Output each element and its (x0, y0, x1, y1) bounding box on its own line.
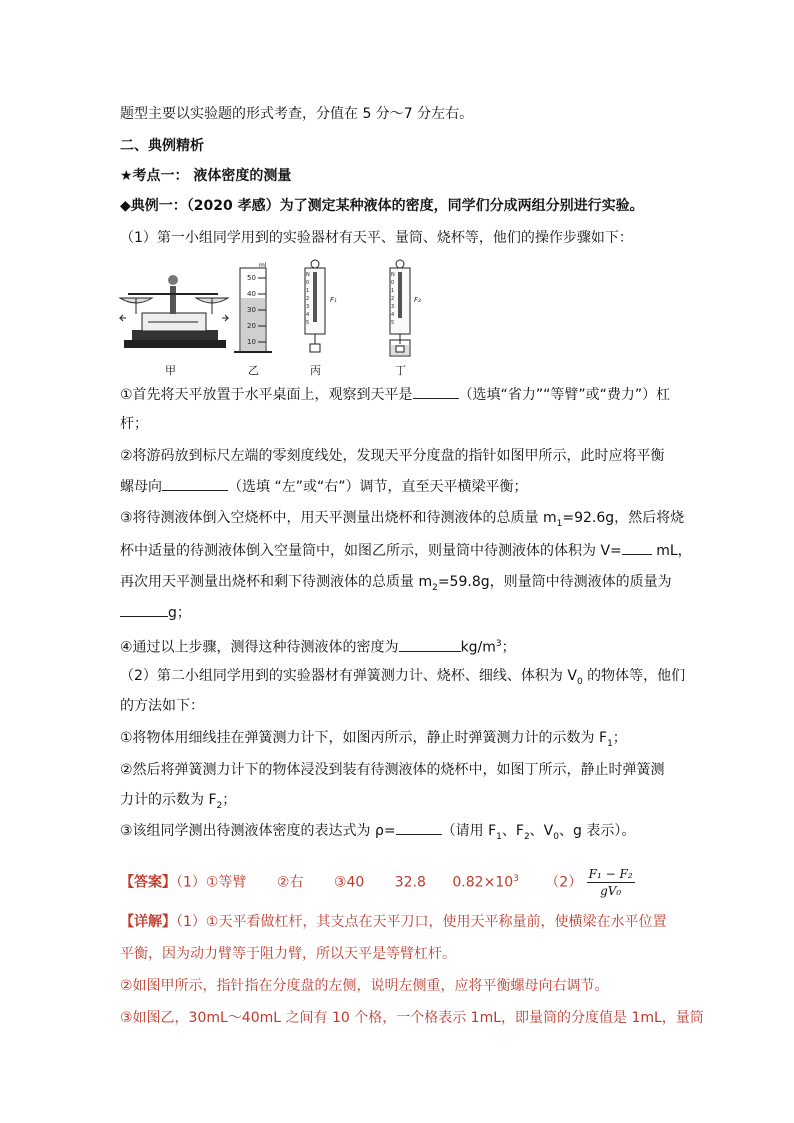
part2-step3-text-c: 、F (501, 823, 524, 839)
step2-text-a: 螺母向 (120, 479, 162, 495)
scale-ding-tick-0: 0 (391, 280, 395, 286)
fig-label-ding: 丁 (395, 364, 406, 377)
f2-subscript: 2 (216, 800, 223, 811)
experiment-figures (118, 258, 428, 376)
fig-label-jia: 甲 (165, 364, 176, 377)
v0-subscript: 0 (576, 676, 583, 687)
part2-step3-text-e: 、g 表示）。 (558, 823, 636, 839)
step2-line1: ②将游码放到标尺左端的零刻度线处，发现天平分度盘的指针如图甲所示，此时应将平衡 (120, 448, 665, 464)
step3-text-b1: 杯中适量的待测液体倒入空量筒中，如图乙所示，则量筒中待测液体的体积为 V= (120, 543, 622, 559)
step3-text-a2: =92.6g，然后将烧 (562, 510, 685, 526)
cylinder-tick-40: 40 (247, 290, 256, 298)
step1-line2: 杆； (120, 416, 148, 432)
cylinder-tick-50: 50 (247, 274, 256, 282)
example-text: ◆典例一：（2020 孝感）为了测定某种液体的密度，同学们分成两组分别进行实验。 (120, 198, 644, 214)
step1-text-b: （选填“省力”“等臂”或“费力”）杠 (458, 387, 671, 403)
f2-label: F₂ (414, 296, 421, 304)
detail-line3: ②如图甲所示，指针指在分度盘的左侧，说明左侧重，应将平衡螺母向右调节。 (120, 978, 609, 994)
part2-line1 (120, 666, 685, 692)
scale-bing-tick-4: 4 (306, 312, 310, 318)
scale-ding-tick-1: 1 (391, 288, 395, 294)
detail-tag: 【详解】 (120, 914, 176, 930)
answer-tag: 【答案】 (120, 874, 176, 891)
mass-blank (120, 602, 168, 617)
step2-blank (162, 476, 228, 491)
part2-step3 (120, 820, 635, 847)
scale-bing-tick-0: 0 (306, 280, 310, 286)
step4-text-c: ； (501, 639, 516, 656)
fig-label-bing: 丙 (310, 364, 321, 377)
answer-4: 32.8 (394, 874, 426, 891)
volume-blank (622, 540, 652, 555)
t3-sub-1: 1 (496, 831, 502, 842)
detail-line2: 平衡，因为动力臂等于阻力臂，所以天平是等臂杠杆。 (120, 946, 456, 962)
step3-line4 (120, 602, 191, 623)
answer-2: ②右 (276, 874, 304, 891)
cylinder-figure (234, 262, 272, 352)
step3-line3 (120, 572, 672, 598)
scale-ding-tick-2: 2 (391, 296, 395, 302)
step3-line2 (120, 540, 692, 561)
scale-ding-tick-4: 4 (391, 312, 395, 318)
step3-line1 (120, 508, 684, 534)
kaodian-heading: ★考点一： 液体密度的测量 (120, 168, 292, 184)
step3-text-a1: ③将待测液体倒入空烧杯中，用天平测量出烧杯和待测液体的总质量 m (120, 510, 557, 526)
part2-step2-line2 (120, 790, 236, 816)
m2-subscript: 2 (432, 582, 438, 593)
part2-step3-text-b: （请用 F (441, 823, 497, 839)
scale-ding-unit: N (391, 272, 395, 278)
part1-intro: （1）第一小组同学用到的实验器材有天平、量筒、烧杯等，他们的操作步骤如下： (120, 230, 633, 246)
step4-text-b: kg/m (460, 639, 496, 656)
scale-ding-tick-3: 3 (391, 304, 395, 310)
scale-bing-tick-1: 1 (306, 288, 310, 294)
section-heading: 二、典例精析 (120, 138, 204, 154)
answer-fraction (587, 866, 635, 899)
answer-6: （2） (545, 874, 583, 891)
cylinder-tick-30: 30 (247, 306, 256, 314)
cylinder-tick-20: 20 (247, 322, 256, 330)
f1-subscript: 1 (607, 738, 613, 749)
part2-text-a2: 的物体等，他们 (582, 668, 686, 684)
part2-step1-end: ； (612, 730, 627, 746)
detail-line4: ③如图乙，30mL～40mL 之间有 10 个格，一个格表示 1mL，即量筒的分度值是 1mL，量筒 (120, 1010, 704, 1026)
t3-sub-0: 0 (553, 831, 559, 842)
part2-step2-line1: ②然后将弹簧测力计下的物体浸没到装有待测液体的烧杯中，如图丁所示，静止时弹簧测 (120, 762, 665, 778)
fraction-numerator: F₁ − F₂ (588, 867, 633, 881)
step3-text-d: g； (168, 605, 191, 621)
step3-text-b2: mL， (651, 543, 692, 559)
step2-text-b: （选填 “左”或“右”）调节，直至天平横梁平衡； (228, 479, 528, 495)
step3-text-c1: 再次用天平测量出烧杯和剩下待测液体的总质量 m (120, 574, 433, 590)
part2-text-a1: （2）第二小组同学用到的实验器材有弹簧测力计、烧杯、细线、体积为 V (120, 668, 577, 684)
cubic-superscript: 3 (495, 639, 502, 649)
intro-line: 题型主要以实验题的形式考查，分值在 5 分～7 分左右。 (120, 106, 474, 122)
fraction-denominator: gV₀ (600, 884, 622, 898)
fig-label-yi: 乙 (248, 364, 259, 377)
part2-step3-text-d: 、V (529, 823, 554, 839)
part2-step1-text: ①将物体用细线挂在弹簧测力计下，如图丙所示，静止时弹簧测力计的示数为 F (120, 730, 608, 746)
step4-text-a: ④通过以上步骤，测得这种待测液体的密度为 (120, 639, 399, 656)
scale-bing-unit: N (306, 272, 310, 278)
answer-3: ③40 (333, 874, 365, 891)
part2-step2-text: 力计的示数为 F (120, 792, 217, 808)
example-intro (120, 196, 644, 216)
scale-bing-tick-5: 5 (306, 320, 310, 326)
answer-1: （1）①等臂 (176, 874, 247, 891)
expression-blank (396, 820, 442, 835)
spring-scale-bing (305, 260, 337, 352)
step1-text-a: ①首先将天平放置于水平桌面上，观察到天平是 (120, 387, 413, 403)
cylinder-unit: ml (259, 262, 267, 269)
step4-line (120, 634, 516, 658)
step1-line1 (120, 384, 670, 405)
scale-bing-tick-2: 2 (306, 296, 310, 302)
answer-5-sup: 3 (513, 873, 519, 884)
answer-5: 0.82×10 (452, 874, 514, 891)
cylinder-tick-10: 10 (247, 338, 256, 346)
f1-label: F₁ (330, 296, 337, 304)
balance-figure (120, 275, 228, 348)
part2-line2: 的方法如下： (120, 698, 204, 714)
density-blank (399, 637, 461, 652)
part2-step1 (120, 728, 627, 754)
part2-step3-text-a: ③该组同学测出待测液体密度的表达式为 ρ= (120, 823, 396, 839)
step1-blank (413, 384, 459, 399)
t3-sub-2: 2 (523, 831, 530, 842)
detail-text-1: （1）①天平看做杠杆，其支点在天平刀口，使用天平称量前，使横梁在水平位置 (176, 914, 667, 930)
scale-bing-tick-3: 3 (306, 304, 310, 310)
detail-line1 (120, 912, 666, 932)
step2-line2 (120, 476, 527, 497)
part2-step2-end: ； (222, 792, 237, 808)
spring-scale-ding (390, 260, 421, 356)
apparatus-illustration (118, 258, 428, 376)
step3-text-c2: =59.8g，则量筒中待测液体的质量为 (437, 574, 672, 590)
scale-ding-tick-5: 5 (391, 320, 395, 326)
answer-line (120, 866, 635, 899)
m1-subscript: 1 (556, 518, 563, 529)
